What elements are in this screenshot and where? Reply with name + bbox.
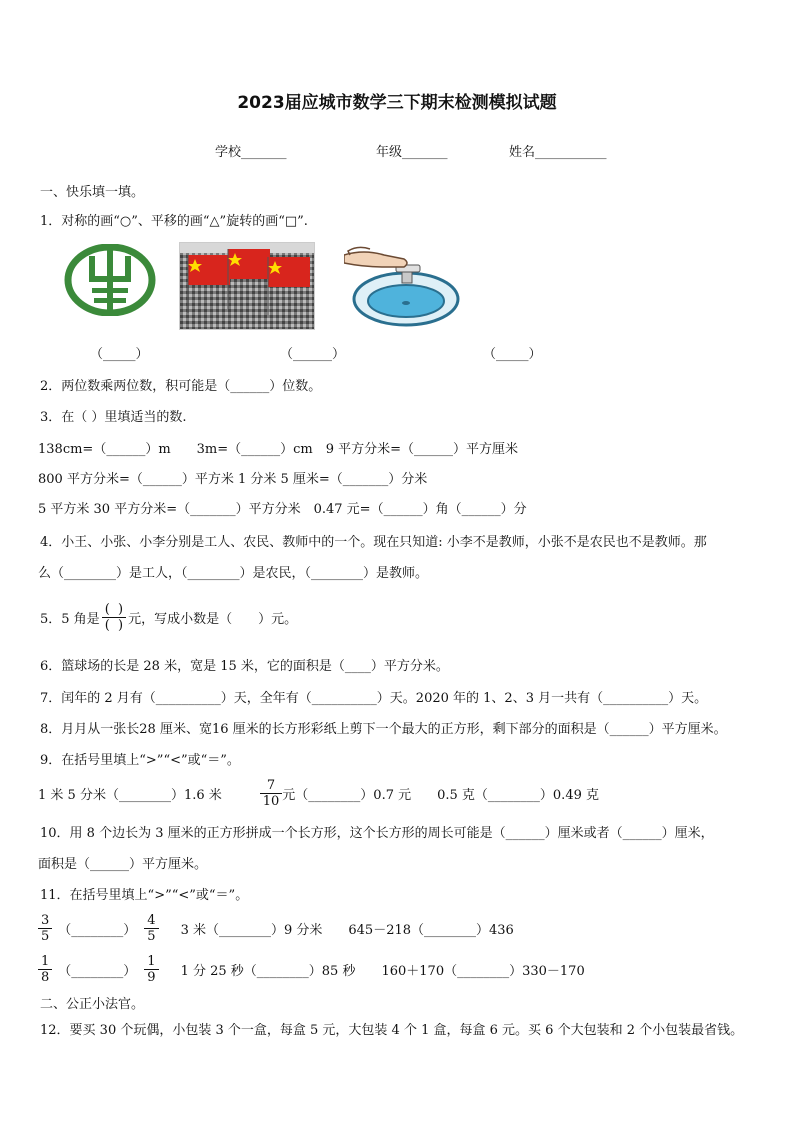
name-field: 姓名___________: [509, 145, 607, 160]
q11-r2-fraction-2: [144, 954, 158, 985]
q11-r2-f1-num: 1: [38, 954, 52, 970]
q3-line-3: 5 平方米 30 平方分米=（_______）平方分米 0.47 元=（______）角（______）分: [38, 502, 527, 517]
question-10-line-1: 10．用 8 个边长为 3 厘米的正方形拼成一个长方形，这个长方形的周长可能是（______）厘米或者（______）厘米，: [40, 826, 714, 841]
question-6: 6．篮球场的长是 28 米，宽是 15 米，它的面积是（____）平方分米。: [40, 659, 449, 674]
q11-r1-f2-num: 4: [144, 913, 158, 929]
q11-r1-f1-den: 5: [41, 928, 50, 944]
q11-r1-fraction-2: [144, 913, 158, 944]
q1-blank-2: （______）: [280, 347, 346, 362]
q11-r2-fraction-1: [38, 954, 52, 985]
question-3: 3．在（ ）里填适当的数.: [40, 410, 187, 425]
question-8: 8．月月从一张长28 厘米、宽16 厘米的长方形彩纸上剪下一个最大的正方形，剩下部分的面积是（______）平方厘米。: [40, 722, 727, 737]
q11-row-2: [38, 949, 585, 989]
q11-r2-blank: （________）: [58, 963, 137, 979]
q11-r2-f2-num: 1: [144, 954, 158, 970]
question-4-line-2: 么（________）是工人，（________）是农民，（________）是教师。: [38, 566, 429, 581]
school-field: 学校_______: [215, 145, 287, 160]
q11-r1-f1-num: 3: [38, 913, 52, 929]
q9-compare-row: [38, 772, 599, 814]
q11-r1-fraction-1: [38, 913, 52, 944]
q9-part-1: 1 米 5 分米（________）1.6 米: [38, 787, 222, 803]
q3-line-1: 138cm=（______）m 3m=（______）cm 9 平方分米=（______）平方厘米: [38, 442, 519, 457]
flags-photo: [179, 242, 315, 330]
q9-fraction-num: 7: [260, 778, 283, 794]
question-10-line-2: 面积是（______）平方厘米。: [38, 857, 208, 872]
q5-fraction-blank: $\frac{( )}{( )}$: [102, 602, 126, 633]
q5-suffix: 元，写成小数是（ ）元。: [128, 611, 298, 627]
q9-fraction-den: 10: [262, 793, 280, 809]
question-12: 12．要买 30 个玩偶，小包装 3 个一盒，每盒 5 元，大包装 4 个 1 盒，每盒 6 元。买 6 个大包装和 2 个小包装最省钱。: [40, 1023, 744, 1038]
section-heading-2: 二、公正小法官。: [40, 997, 145, 1012]
q11-r2-rest: 1 分 25 秒（________）85 秒 160＋170（________）330－170: [180, 963, 585, 979]
question-7: 7．闰年的 2 月有（__________）天，全年有（__________）天。2020 年的 1、2、3 月一共有（__________）天。: [40, 691, 708, 706]
q11-r2-f2-den: 9: [147, 969, 156, 985]
question-1: 1．对称的画“○”、平移的画“△”旋转的画“□”.: [40, 214, 308, 229]
q9-part-2: 元（________）0.7 元 0.5 克（________）0.49 克: [282, 787, 599, 803]
q1-blank-3: （_____）: [483, 347, 542, 362]
q1-blank-1: （_____）: [90, 347, 149, 362]
q9-fraction: [260, 778, 283, 809]
section-heading-1: 一、快乐填一填。: [40, 185, 145, 200]
page-title: 2023届应城市数学三下期末检测模拟试题: [237, 93, 557, 113]
q11-r2-f1-den: 8: [41, 969, 50, 985]
question-5: [40, 594, 297, 640]
q3-line-2: 800 平方分米=（______）平方米 1 分米 5 厘米=（_______）分米: [38, 472, 428, 487]
faucet-basin-icon: [344, 241, 462, 329]
q11-r1-blank: （________）: [58, 922, 137, 938]
bank-logo-icon: [64, 244, 158, 316]
q5-prefix: 5．5 角是: [40, 611, 100, 627]
question-11: 11．在括号里填上“>”“<”或“＝”。: [40, 888, 249, 903]
grade-field: 年级_______: [376, 145, 448, 160]
question-2: 2．两位数乘两位数，积可能是（______）位数。: [40, 379, 322, 394]
q11-r1-rest: 3 米（________）9 分米 645－218（________）436: [180, 922, 514, 938]
q11-r1-f2-den: 5: [147, 928, 156, 944]
question-9: 9．在括号里填上“>”“<”或“＝”。: [40, 753, 240, 768]
q11-row-1: [38, 908, 514, 948]
question-4-line-1: 4．小王、小张、小李分别是工人、农民、教师中的一个。现在只知道: 小李不是教师，小张不是农民也不是教师。那: [40, 535, 707, 550]
